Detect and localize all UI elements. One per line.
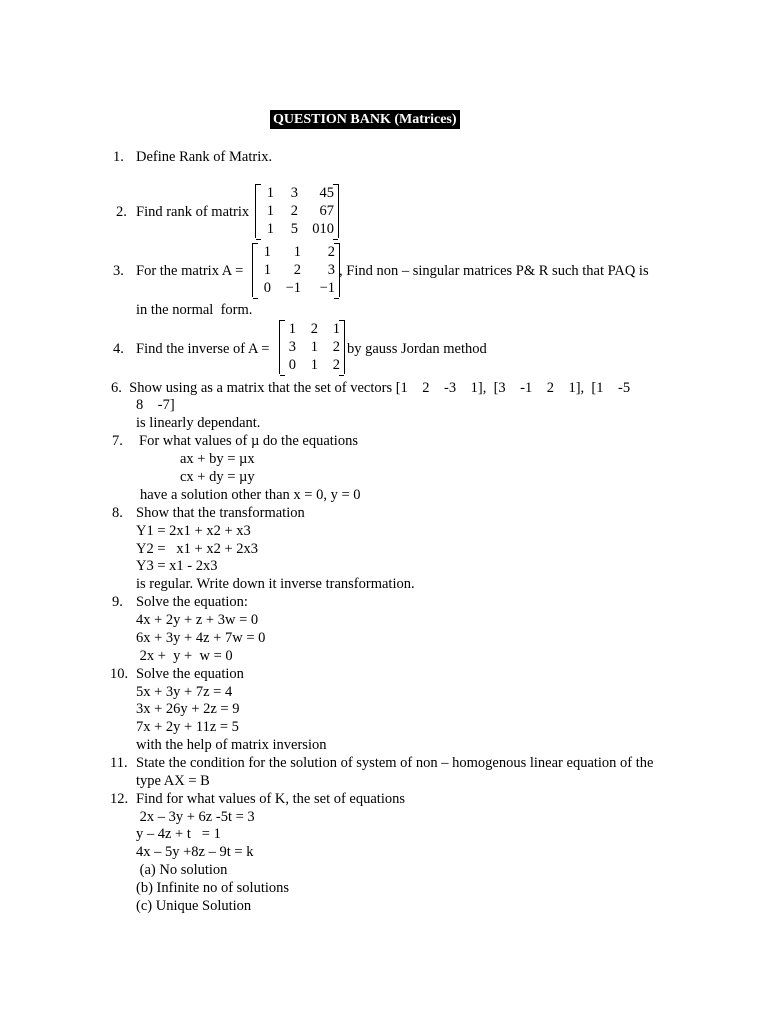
matrix-cell: 2 xyxy=(332,357,340,373)
question-6-line2: 8 -7] xyxy=(136,397,175,413)
question-8-equation-3: Y3 = x1 - 2x3 xyxy=(136,558,218,574)
question-2-number: 2. xyxy=(116,204,127,220)
matrix-cell: −1 xyxy=(319,280,335,296)
question-8-equation-2: Y2 = x1 + x2 + 2x3 xyxy=(136,541,259,557)
question-12-equation-3: 4x – 5y +8z – 9t = k xyxy=(136,844,254,860)
question-3-suffix: , Find non – singular matrices P& R such that PAQ is xyxy=(339,263,649,279)
question-3-number: 3. xyxy=(113,263,124,279)
question-1-number: 1. xyxy=(113,149,124,165)
question-9-equation-3: 2x + y + w = 0 xyxy=(136,648,233,664)
matrix-cell: 1 xyxy=(266,221,274,237)
matrix-cell: 2 xyxy=(293,262,301,278)
matrix-cell: 3 xyxy=(288,339,296,355)
question-8-equation-1: Y1 = 2x1 + x2 + x3 xyxy=(136,523,251,539)
question-11-continuation: type AX = B xyxy=(136,773,210,789)
question-9-number: 9. xyxy=(112,594,123,610)
question-12-option-c: (c) Unique Solution xyxy=(136,898,252,914)
question-12-text: Find for what values of K, the set of equations xyxy=(136,791,406,807)
matrix-cell: 010 xyxy=(312,221,334,237)
question-10-equation-3: 7x + 2y + 11z = 5 xyxy=(136,719,239,735)
question-10-text: Solve the equation xyxy=(136,666,244,682)
question-10-continuation: with the help of matrix inversion xyxy=(136,737,327,753)
question-7-text: For what values of µ do the equations xyxy=(139,433,358,449)
question-10-number: 10. xyxy=(110,666,129,682)
matrix-cell: 1 xyxy=(266,185,274,201)
question-3-matrix xyxy=(252,243,340,297)
matrix-cell: 3 xyxy=(290,185,298,201)
question-8-text: Show that the transformation xyxy=(136,505,305,521)
matrix-cell: 1 xyxy=(310,357,318,373)
matrix-cell: 1 xyxy=(263,262,271,278)
matrix-cell: 67 xyxy=(319,203,334,219)
question-4-matrix xyxy=(279,320,345,374)
question-3-text: For the matrix A = xyxy=(136,263,244,279)
matrix-cell: 1 xyxy=(332,321,340,337)
matrix-cell: 2 xyxy=(310,321,318,337)
matrix-cell: 1 xyxy=(266,203,274,219)
question-6-line3: is linearly dependant. xyxy=(136,415,261,431)
matrix-cell: 45 xyxy=(319,185,334,201)
question-9-text: Solve the equation: xyxy=(136,594,248,610)
question-4-suffix: by gauss Jordan method xyxy=(347,341,487,357)
question-7-continuation: have a solution other than x = 0, y = 0 xyxy=(140,487,361,503)
question-6-text: 6. Show using as a matrix that the set of vectors [1 2 -3 1], [3 -1 2 1], [1 -5 xyxy=(111,380,631,396)
question-7-equation-2: cx + dy = µy xyxy=(180,469,255,485)
question-3-continuation: in the normal form. xyxy=(136,302,253,318)
question-11-text: State the condition for the solution of system of non – homogenous linear equation of the xyxy=(136,755,654,771)
question-7-equation-1: ax + by = µx xyxy=(180,451,255,467)
matrix-cell: 2 xyxy=(327,244,335,260)
question-9-equation-2: 6x + 3y + 4z + 7w = 0 xyxy=(136,630,266,646)
matrix-cell: 2 xyxy=(290,203,298,219)
question-9-equation-1: 4x + 2y + z + 3w = 0 xyxy=(136,612,259,628)
question-2-matrix xyxy=(255,184,339,238)
question-12-equation-1: 2x – 3y + 6z -5t = 3 xyxy=(136,809,255,825)
question-12-option-a: (a) No solution xyxy=(136,862,228,878)
matrix-cell: 0 xyxy=(263,280,271,296)
matrix-cell: 1 xyxy=(310,339,318,355)
question-4-text: Find the inverse of A = xyxy=(136,341,270,357)
matrix-cell: 1 xyxy=(288,321,296,337)
question-12-number: 12. xyxy=(110,791,129,807)
matrix-cell: 3 xyxy=(327,262,335,278)
matrix-cell: −1 xyxy=(285,280,301,296)
question-12-option-b: (b) Infinite no of solutions xyxy=(136,880,290,896)
page-title: QUESTION BANK (Matrices) xyxy=(270,110,460,129)
question-11-number: 11. xyxy=(110,755,128,771)
question-4-number: 4. xyxy=(113,341,124,357)
matrix-cell: 1 xyxy=(293,244,301,260)
matrix-cell: 5 xyxy=(290,221,298,237)
question-1-text: Define Rank of Matrix. xyxy=(136,149,273,165)
question-10-equation-1: 5x + 3y + 7z = 4 xyxy=(136,684,233,700)
matrix-cell: 1 xyxy=(263,244,271,260)
question-2-text: Find rank of matrix xyxy=(136,204,250,220)
question-10-equation-2: 3x + 26y + 2z = 9 xyxy=(136,701,240,717)
question-8-continuation: is regular. Write down it inverse transformation. xyxy=(136,576,415,592)
matrix-cell: 0 xyxy=(288,357,296,373)
matrix-cell: 2 xyxy=(332,339,340,355)
question-8-number: 8. xyxy=(112,505,123,521)
question-7-number: 7. xyxy=(112,433,123,449)
question-12-equation-2: y – 4z + t = 1 xyxy=(136,826,221,842)
